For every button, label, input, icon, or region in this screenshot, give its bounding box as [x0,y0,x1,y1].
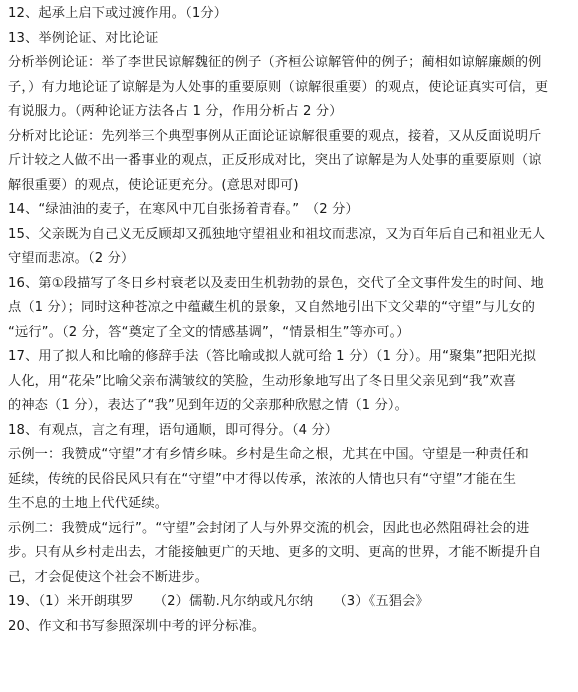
answer-16: 16、第①段描写了冬日乡村衰老以及麦田生机勃勃的景色，交代了全文事件发生的时间、地 [8,275,544,291]
answer-18-example-two: 示例二：我赞成“远行”。“守望”会封闭了人与外界交流的机会，因此也必然阻碍社会的进 [8,520,530,536]
answer-13-contrast-analysis: 斤计较之人做不出一番事业的观点，正反形成对比，突出了谅解是为人处事的重要原则（谅 [8,153,542,168]
answer-13-title: 13、举例论证、对比论证 [8,30,159,46]
answer-18-example-one: 生不息的土地上代代延续。 [8,496,169,511]
answer-key-document [8,2,574,639]
answer-20: 20、作文和书写参照深圳中考的评分标准。 [8,618,266,634]
answer-12: 12、起承上启下或过渡作用。（1分） [8,6,228,21]
answer-16: 点（1 分）；同时这种苍凉之中蕴藏生机的景象，又自然地引出下文父辈的“守望”与儿女的 [8,300,536,315]
answer-13-example-analysis: 子，）有力地论证了谅解是为人处事的重要原则（谅解很重要）的观点，使论证真实可信，更 [8,79,549,95]
answer-13-example-analysis: 分析举例论证：举了李世民谅解魏征的例子（齐桓公谅解管仲的例子；蔺相如谅解廉颇的例 [8,55,542,70]
answer-17: 17、用了拟人和比喻的修辞手法（答比喻或拟人就可给 1 分）（1 分）。用“聚集”把阳光拟 [8,349,537,364]
answer-19: 19、（1）米开朗琪罗 （2）儒勒.凡尔纳或凡尔纳 （3）《五猖会》 [8,594,429,609]
answer-18: 18、有观点，言之有理，语句通顺，即可得分。（4 分） [8,422,339,438]
answer-16: “远行”。（2 分，答“奠定了全文的情感基调”，“情景相生”等亦可。） [8,324,410,340]
answer-15: 15、父亲既为自己义无反顾却又孤独地守望祖业和祖坟而悲凉，又为百年后自己和祖业无人 [8,226,546,242]
answer-17: 人化，用“花朵”比喻父亲布满皱纹的笑脸，生动形象地写出了冬日里父亲见到“我”欢喜 [8,373,517,389]
answer-18-example-two: 己，才会促使这个社会不断进步。 [8,569,209,585]
answer-13-contrast-analysis: 分析对比论证：先列举三个典型事例从正面论证谅解很重要的观点，接着，又从反面说明斤 [8,128,542,144]
answer-14: 14、“绿油油的麦子，在寒风中兀自张扬着青春。” （2 分） [8,202,359,217]
answer-15: 守望而悲凉。（2 分） [8,251,135,266]
answer-13-contrast-analysis: 解很重要）的观点，使论证更充分。(意思对即可) [8,177,299,193]
answer-17: 的神态（1 分），表达了“我”见到年迈的父亲那种欣慰之情（1 分）。 [8,398,408,413]
answer-18-example-one: 延续，传统的民俗民风只有在“守望”中才得以传承，浓浓的人情也只有“守望”才能在生 [8,471,517,487]
answer-13-example-analysis: 有说服力。（两种论证方法各占 1 分，作用分析占 2 分） [8,104,343,119]
answer-18-example-one: 示例一：我赞成“守望”才有乡情乡味。乡村是生命之根，尤其在中国。守望是一种责任和 [8,447,529,462]
answer-18-example-two: 步。只有从乡村走出去，才能接触更广的天地、更多的文明、更高的世界，才能不断提升自 [8,545,542,560]
